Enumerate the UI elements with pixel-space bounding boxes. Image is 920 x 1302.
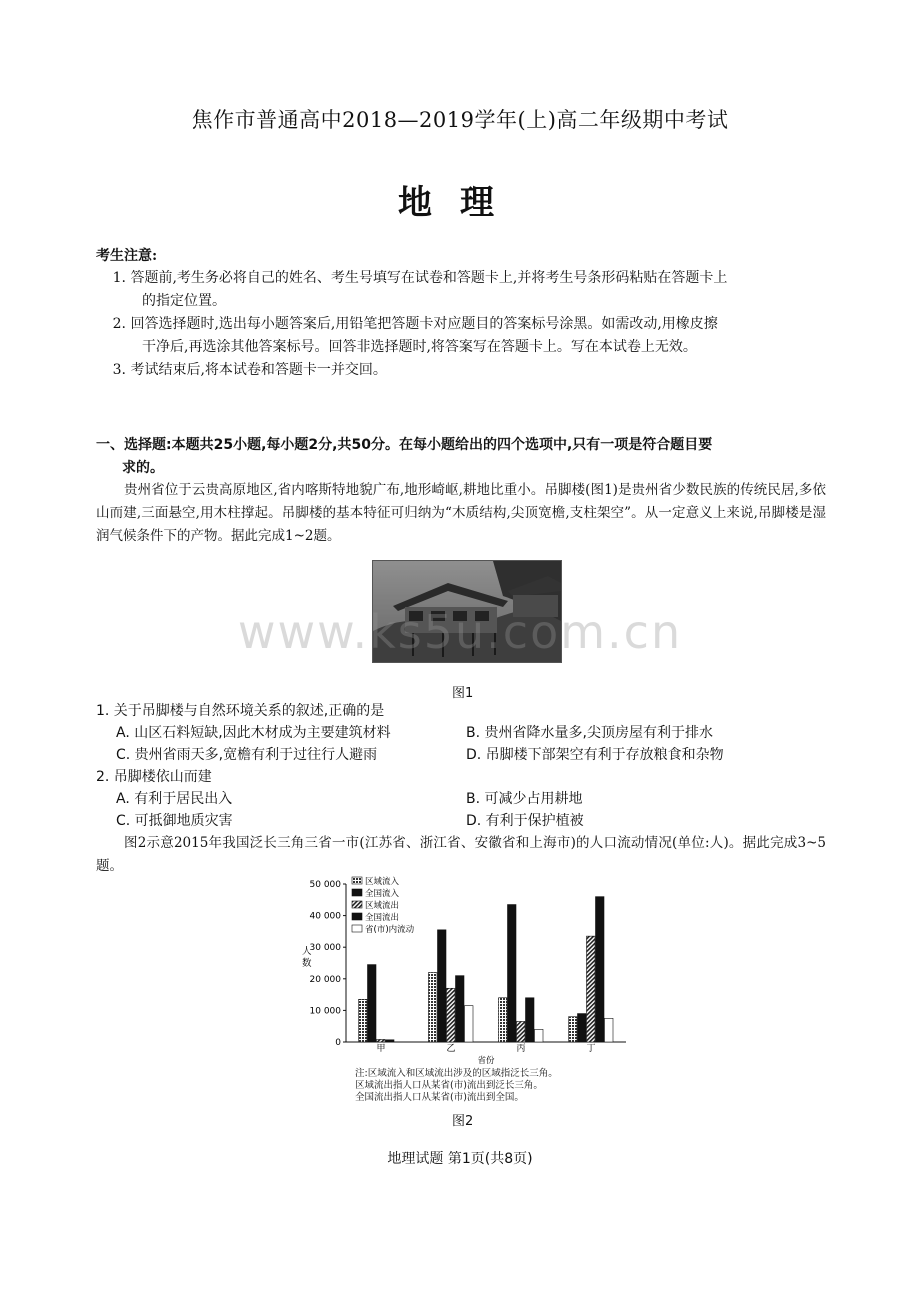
bar-区域流出: [587, 936, 596, 1042]
notice-number: 3.: [112, 362, 126, 378]
population-flow-chart: [296, 872, 641, 1072]
bar-全国流入: [438, 930, 447, 1042]
question-2-stem: 2. 吊脚楼依山而建: [96, 769, 212, 785]
bar-全国流入: [508, 905, 517, 1042]
legend-swatch: [352, 889, 362, 896]
notice-list: [96, 267, 822, 382]
chart-svg: [296, 872, 641, 1072]
notice-heading: 考生注意:: [96, 248, 158, 264]
notice-text: 的指定位置。: [142, 293, 226, 309]
question-1-stem: 1. 关于吊脚楼与自然环境关系的叙述,正确的是: [96, 703, 385, 719]
watermark: www.ks5u.com.cn: [237, 605, 683, 659]
y-axis-label: 数: [302, 958, 312, 969]
question-1-option-c: C. 贵州省雨天多,宽檐有利于过往行人避雨: [116, 747, 378, 763]
legend-swatch: [352, 877, 362, 884]
bar-区域流入: [429, 972, 438, 1042]
legend-swatch: [352, 925, 362, 932]
passage-2: 图2示意2015年我国泛长三角三省一市(江苏省、浙江省、安徽省和上海市)的人口流动情况(单位:人)。据此完成3~5题。: [96, 835, 826, 874]
chart-note: 区域流出指人口从某省(市)流出到泛长三角。: [355, 1080, 543, 1091]
bar-区域流出: [377, 1039, 386, 1042]
chart-note: 注:区域流入和区域流出涉及的区域指泛长三角。: [355, 1068, 558, 1079]
y-tick-label: 10 000: [309, 1006, 341, 1017]
bar-全国流出: [526, 998, 535, 1042]
chart-notes: [355, 1068, 558, 1104]
notice-item: [96, 359, 822, 382]
legend-swatch: [352, 913, 362, 920]
bar-区域流入: [569, 1017, 578, 1042]
y-axis-label: 人: [302, 946, 312, 957]
legend-label: 区域流出: [365, 901, 400, 911]
notice-text: 考试结束后,将本试卷和答题卡一并交回。: [130, 362, 387, 378]
x-tick-label: 丁: [586, 1044, 596, 1054]
exam-title: 焦作市普通高中2018—2019学年(上)高二年级期中考试: [191, 108, 729, 132]
x-tick-label: 丙: [516, 1044, 526, 1054]
bar-区域流出: [447, 988, 456, 1042]
y-tick-label: 50 000: [309, 880, 341, 890]
bar-全国流出: [386, 1040, 395, 1042]
y-tick-label: 30 000: [309, 943, 341, 954]
passage-1: 贵州省位于云贵高原地区,省内喀斯特地貌广布,地形崎岖,耕地比重小。吊脚楼(图1)是贵州省少数民族的传统民居,多依山而建,三面悬空,用木柱撑起。吊脚楼的基本特征可归纳为“木质结构,尖顶宽檐,支柱架空”。从一定意义上来说,吊脚楼是湿润气候条件下的产物。据此完成1~2题。: [96, 482, 826, 544]
question-1-option-a: A. 山区石料短缺,因此木材成为主要建筑材料: [116, 725, 391, 741]
chart-note: 全国流出指人口从某省(市)流出到全国。: [355, 1092, 524, 1103]
section-heading: [96, 434, 826, 480]
notice-item: [96, 267, 822, 290]
notice-number: 1.: [112, 270, 126, 286]
x-axis-label: 省份: [477, 1056, 495, 1066]
legend-label: 全国流入: [365, 889, 400, 899]
bar-全国流出: [596, 897, 605, 1042]
bar-省(市)内流动: [535, 1029, 544, 1042]
bar-省(市)内流动: [465, 1006, 474, 1042]
question-1-option-b: B. 贵州省降水量多,尖顶房屋有利于排水: [466, 725, 713, 741]
subject-title: 地理: [398, 183, 522, 223]
section-heading-line: 求的。: [122, 460, 164, 476]
y-tick-label: 40 000: [309, 911, 341, 922]
x-tick-label: 甲: [376, 1044, 386, 1054]
figure-1-caption: 图1: [452, 686, 474, 701]
bar-区域流入: [499, 998, 508, 1042]
y-tick-label: 0: [335, 1038, 341, 1048]
legend-label: 区域流入: [365, 877, 400, 887]
question-2-option-b: B. 可减少占用耕地: [466, 791, 583, 807]
legend-label: 全国流出: [365, 913, 400, 923]
legend-swatch: [352, 901, 362, 908]
question-2-option-d: D. 有利于保护植被: [466, 813, 584, 829]
bar-全国流入: [578, 1014, 587, 1042]
notice-text: 干净后,再选涂其他答案标号。回答非选择题时,将答案写在答题卡上。写在本试卷上无效。: [142, 339, 697, 355]
bar-区域流出: [517, 1021, 526, 1042]
bar-全国流入: [368, 965, 377, 1042]
x-tick-label: 乙: [446, 1044, 456, 1054]
figure-2-caption: 图2: [452, 1114, 474, 1129]
notice-text: 答题前,考生务必将自己的姓名、考生号填写在试卷和答题卡上,并将考生号条形码粘贴在答题卡上: [130, 270, 728, 286]
notice-text: 回答选择题时,选出每小题答案后,用铅笔把答题卡对应题目的答案标号涂黑。如需改动,用橡皮擦: [130, 316, 718, 332]
bar-区域流入: [359, 999, 368, 1042]
notice-item: [96, 313, 822, 336]
legend-label: 省(市)内流动: [365, 925, 415, 935]
y-tick-label: 20 000: [309, 974, 341, 985]
page-footer: 地理试题 第1页(共8页): [387, 1151, 533, 1167]
notice-number: 2.: [112, 316, 126, 332]
question-2-option-c: C. 可抵御地质灾害: [116, 813, 233, 829]
question-2-option-a: A. 有利于居民出入: [116, 791, 233, 807]
bar-省(市)内流动: [605, 1018, 614, 1042]
question-1-option-d: D. 吊脚楼下部架空有利于存放粮食和杂物: [466, 747, 724, 763]
bar-全国流出: [456, 976, 465, 1042]
section-heading-line: 一、选择题:本题共25小题,每小题2分,共50分。在每小题给出的四个选项中,只有一项是符合题目要: [96, 437, 713, 453]
